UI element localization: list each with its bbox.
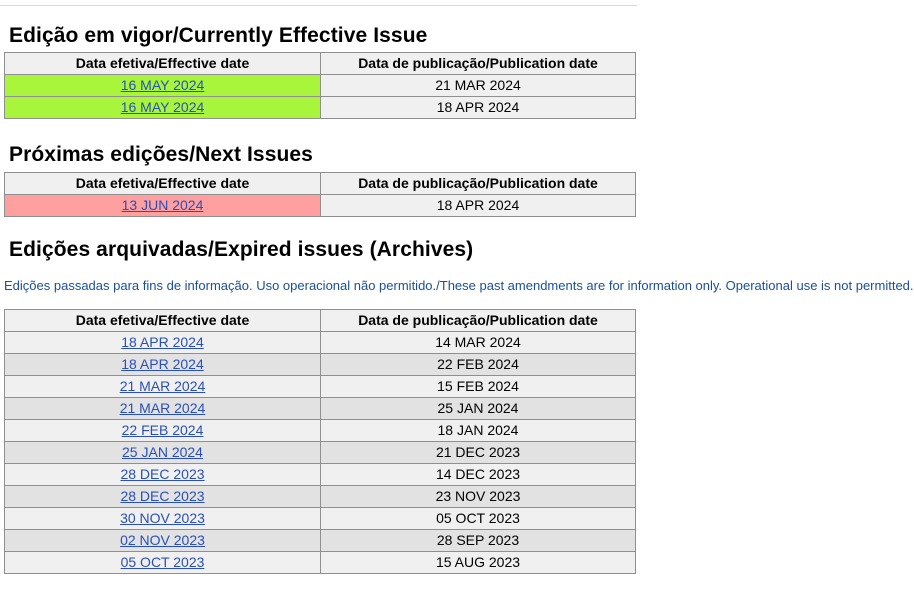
- effective-date-cell: [5, 552, 321, 574]
- table-row: [5, 332, 636, 354]
- table-row: [5, 75, 636, 97]
- table-row: [5, 442, 636, 464]
- effective-date-header: Data efetiva/Effective date: [5, 53, 321, 75]
- table-row: [5, 97, 636, 119]
- table-row: [5, 354, 636, 376]
- archives-table: [4, 309, 636, 574]
- effective-date-cell: [5, 332, 321, 354]
- archives-heading: Edições arquivadas/Expired issues (Archives): [9, 238, 474, 261]
- effective-date-link[interactable]: 22 FEB 2024: [121, 422, 204, 438]
- publication-date-cell: 14 DEC 2023: [321, 464, 636, 486]
- effective-date-link[interactable]: 02 NOV 2023: [120, 532, 205, 548]
- current-issue-table: [4, 52, 636, 119]
- publication-date-cell: 15 AUG 2023: [321, 552, 636, 574]
- effective-date-cell: [5, 530, 321, 552]
- table-header-row: [5, 310, 636, 332]
- effective-date-link[interactable]: 21 MAR 2024: [119, 400, 206, 416]
- effective-date-link[interactable]: 13 JUN 2024: [121, 197, 204, 213]
- table-row: [5, 195, 636, 217]
- effective-date-cell: [5, 376, 321, 398]
- publication-date-cell: 21 MAR 2024: [321, 75, 636, 97]
- table-row: [5, 530, 636, 552]
- effective-date-link[interactable]: 21 MAR 2024: [119, 378, 206, 394]
- effective-date-link[interactable]: 18 APR 2024: [121, 356, 204, 372]
- table-row: [5, 486, 636, 508]
- archives-note: Edições passadas para fins de informação. Uso operacional não permitido./These past amendments are for information only. Operational use is not permitted.: [4, 278, 914, 293]
- effective-date-cell: [5, 75, 321, 97]
- effective-date-link[interactable]: 25 JAN 2024: [122, 444, 203, 460]
- effective-date-link[interactable]: 05 OCT 2023: [120, 554, 205, 570]
- effective-date-cell: [5, 195, 321, 217]
- publication-date-cell: 21 DEC 2023: [321, 442, 636, 464]
- publication-date-cell: 05 OCT 2023: [321, 508, 636, 530]
- publication-date-header: Data de publicação/Publication date: [321, 53, 636, 75]
- table-row: [5, 376, 636, 398]
- publication-date-cell: 15 FEB 2024: [321, 376, 636, 398]
- effective-date-cell: [5, 486, 321, 508]
- publication-date-cell: 25 JAN 2024: [321, 398, 636, 420]
- effective-date-cell: [5, 508, 321, 530]
- publication-date-header: Data de publicação/Publication date: [321, 310, 636, 332]
- publication-date-cell: 23 NOV 2023: [321, 486, 636, 508]
- table-row: [5, 552, 636, 574]
- current-issue-heading: Edição em vigor/Currently Effective Issue: [9, 24, 428, 47]
- publication-date-cell: 18 APR 2024: [321, 97, 636, 119]
- table-row: [5, 398, 636, 420]
- publication-date-cell: 14 MAR 2024: [321, 332, 636, 354]
- next-issues-table: [4, 172, 636, 217]
- effective-date-cell: [5, 442, 321, 464]
- table-row: [5, 508, 636, 530]
- effective-date-link[interactable]: 28 DEC 2023: [120, 466, 205, 482]
- effective-date-link[interactable]: 28 DEC 2023: [120, 488, 205, 504]
- publication-date-cell: 28 SEP 2023: [321, 530, 636, 552]
- effective-date-cell: [5, 420, 321, 442]
- effective-date-link[interactable]: 16 MAY 2024: [120, 99, 205, 115]
- next-issues-heading: Próximas edições/Next Issues: [9, 143, 313, 166]
- publication-date-cell: 18 APR 2024: [321, 195, 636, 217]
- effective-date-link[interactable]: 30 NOV 2023: [120, 510, 205, 526]
- publication-date-header: Data de publicação/Publication date: [321, 173, 636, 195]
- publication-date-cell: 18 JAN 2024: [321, 420, 636, 442]
- effective-date-cell: [5, 97, 321, 119]
- table-row: [5, 464, 636, 486]
- effective-date-link[interactable]: 16 MAY 2024: [120, 77, 205, 93]
- effective-date-link[interactable]: 18 APR 2024: [121, 334, 204, 350]
- top-divider: [0, 0, 637, 6]
- effective-date-header: Data efetiva/Effective date: [5, 310, 321, 332]
- effective-date-cell: [5, 464, 321, 486]
- table-header-row: [5, 53, 636, 75]
- publication-date-cell: 22 FEB 2024: [321, 354, 636, 376]
- effective-date-cell: [5, 398, 321, 420]
- effective-date-cell: [5, 354, 321, 376]
- table-row: [5, 420, 636, 442]
- table-header-row: [5, 173, 636, 195]
- effective-date-header: Data efetiva/Effective date: [5, 173, 321, 195]
